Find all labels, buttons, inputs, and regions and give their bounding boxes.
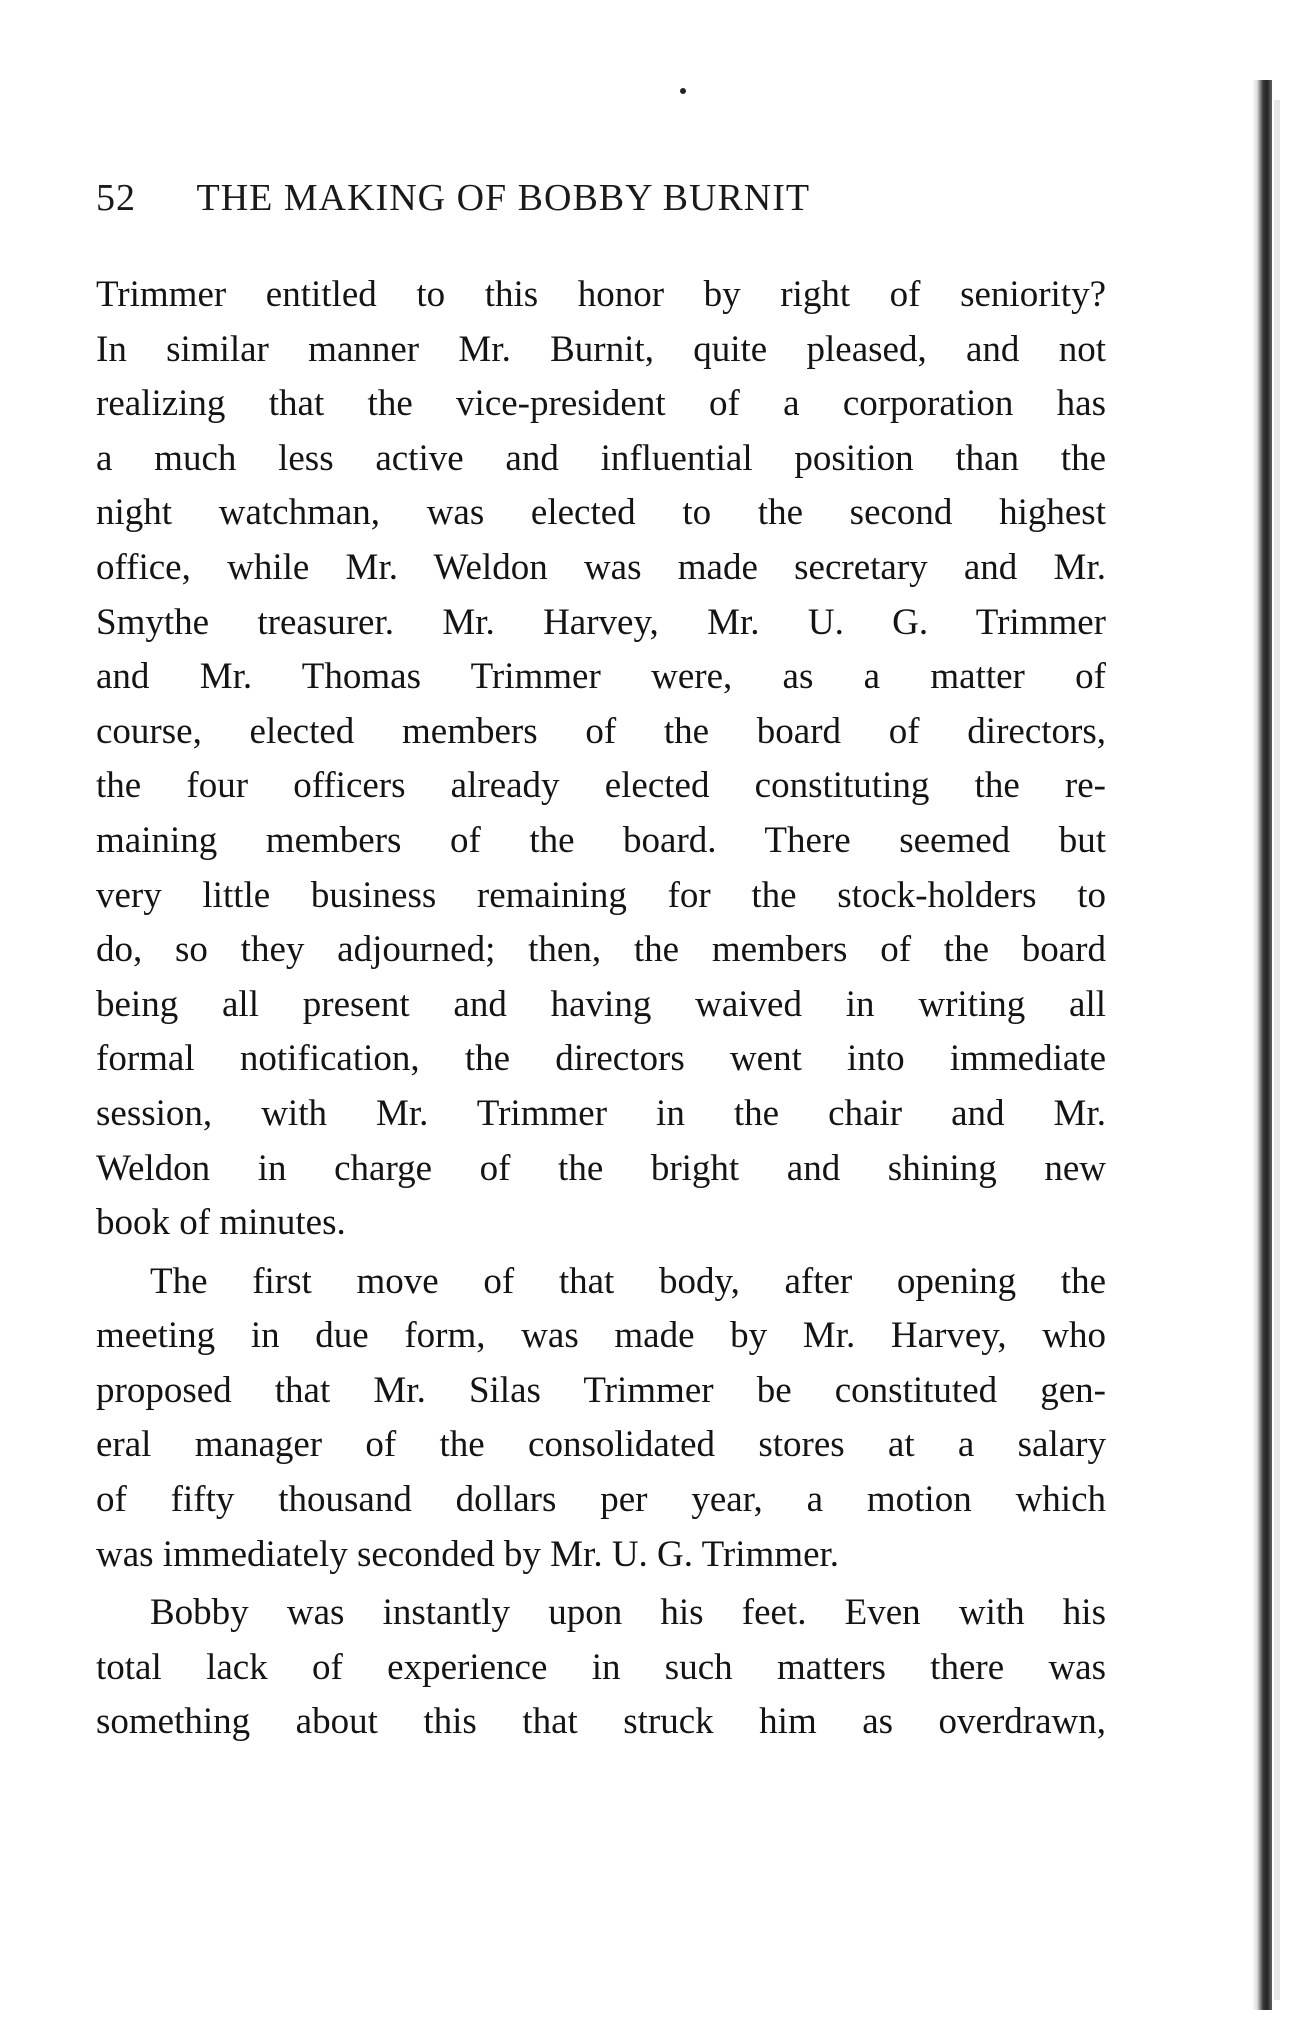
text-line: Trimmer entitled to this honor by right of seniority? [96, 274, 1106, 315]
page-edge-margin [1274, 100, 1280, 2000]
text-line: course, elected members of the board of directors, [96, 710, 1106, 752]
page-number: 52 [96, 177, 136, 219]
ink-speck [680, 88, 686, 94]
text-line: the four officers already elected constituting the re- [96, 765, 1106, 807]
paragraph [96, 1255, 1106, 1583]
text-line: office, while Mr. Weldon was made secretary and Mr. [96, 546, 1106, 588]
text-line: night watchman, was elected to the second highest [96, 492, 1106, 534]
text-line: and Mr. Thomas Trimmer were, as a matter of [96, 656, 1106, 698]
page-edge-shadow [1252, 80, 1272, 2010]
text-line: do, so they adjourned; then, the members of the board [96, 929, 1106, 971]
running-title: THE MAKING OF BOBBY BURNIT [196, 177, 811, 219]
text-line: very little business remaining for the stock-holders to [96, 874, 1106, 916]
text-line: formal notification, the directors went into immediate [96, 1038, 1106, 1080]
paragraph [96, 268, 1106, 1251]
text-line: Weldon in charge of the bright and shining new [96, 1147, 1106, 1189]
text-line: session, with Mr. Trimmer in the chair and Mr. [96, 1092, 1106, 1134]
text-line: The first move of that body, after opening the [150, 1260, 1106, 1302]
body-text [96, 268, 1106, 1750]
text-line: proposed that Mr. Silas Trimmer be constituted gen- [96, 1369, 1106, 1411]
text-line: total lack of experience in such matters there was [96, 1646, 1106, 1688]
text-line: eral manager of the consolidated stores at a salary [96, 1424, 1106, 1466]
text-line: of fifty thousand dollars per year, a motion which [96, 1479, 1106, 1521]
paragraph [96, 1586, 1106, 1750]
text-line: a much less active and influential position than the [96, 437, 1106, 479]
text-line: book of minutes. [96, 1202, 346, 1244]
text-line: Smythe treasurer. Mr. Harvey, Mr. U. G. Trimmer [96, 601, 1106, 643]
text-line: In similar manner Mr. Burnit, quite pleased, and not [96, 328, 1106, 370]
text-line: meeting in due form, was made by Mr. Harvey, who [96, 1315, 1106, 1357]
text-line: was immediately seconded by Mr. U. G. Trimmer. [96, 1533, 840, 1575]
running-header [96, 176, 1196, 226]
text-line: being all present and having waived in writing all [96, 983, 1106, 1025]
text-line: something about this that struck him as overdrawn, [96, 1701, 1106, 1743]
text-line: realizing that the vice-president of a corporation has [96, 383, 1106, 425]
text-line: Bobby was instantly upon his feet. Even with his [150, 1592, 1106, 1634]
text-line: maining members of the board. There seemed but [96, 819, 1106, 861]
